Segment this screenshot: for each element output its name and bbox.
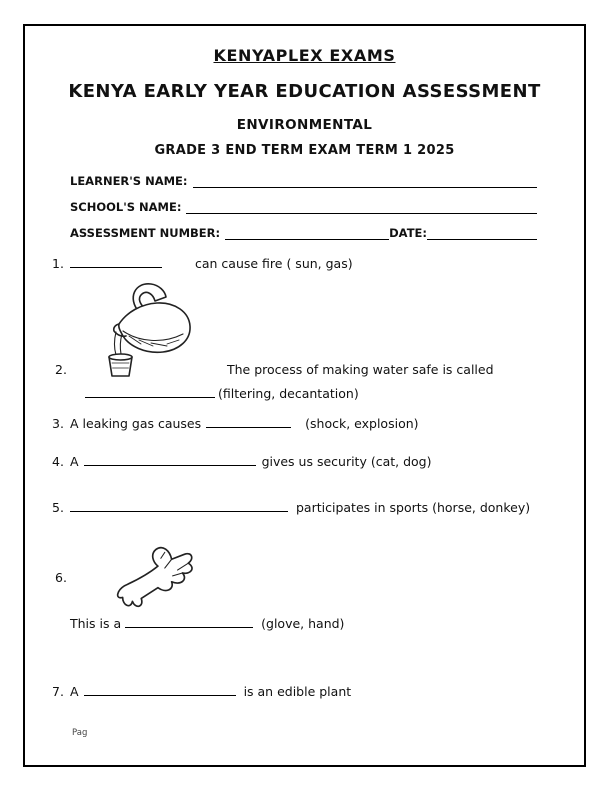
question-4 [52, 452, 431, 470]
exam-grade-term-line: GRADE 3 END TERM EXAM TERM 1 2025 [154, 143, 455, 158]
question-5-answer-blank [70, 498, 288, 512]
question-3-number: 3. [52, 416, 64, 431]
question-2-answer-blank [85, 384, 215, 398]
question-3-answer-blank [206, 414, 291, 428]
question-2-prompt: The process of making water safe is called [227, 362, 494, 377]
learner-name-label: LEARNER'S NAME: [70, 174, 188, 188]
school-name-label: SCHOOL'S NAME: [70, 200, 182, 214]
question-4-answer-blank [84, 452, 256, 466]
question-6-answer-blank [125, 614, 253, 628]
learner-name-row [70, 174, 537, 188]
question-6-options: (glove, hand) [261, 616, 345, 631]
school-name-row [70, 200, 537, 214]
question-7-answer-blank [84, 682, 236, 696]
question-6-number [55, 570, 67, 586]
exam-board-title: KENYAPLEX EXAMS [213, 46, 396, 65]
question-2-options: (filtering, decantation) [218, 386, 359, 401]
question-2-number [55, 362, 67, 378]
question-2-number-text: 2. [55, 362, 67, 377]
page-footer: Pag [72, 728, 88, 738]
question-6-number-text: 6. [55, 570, 67, 585]
jug-pouring-water-icon [83, 278, 205, 378]
learner-name-line [193, 185, 537, 188]
question-7 [52, 682, 351, 700]
assessment-number-line [225, 237, 389, 240]
question-4-prefix: A [70, 454, 79, 469]
question-7-number: 7. [52, 684, 64, 699]
question-3-options: (shock, explosion) [305, 416, 419, 431]
question-1 [52, 254, 353, 272]
question-1-text: can cause fire ( sun, gas) [195, 256, 353, 271]
question-2-answer-row [85, 384, 215, 402]
glove-icon [105, 528, 203, 614]
question-6-text: This is a [70, 616, 122, 631]
question-3 [52, 414, 419, 432]
question-7-text: is an edible plant [243, 684, 352, 699]
exam-subject: ENVIRONMENTAL [236, 117, 373, 133]
question-7-prefix: A [70, 684, 79, 699]
date-label: DATE: [389, 226, 427, 240]
question-5-number: 5. [52, 500, 64, 515]
question-6 [70, 614, 344, 632]
date-line [427, 237, 537, 240]
question-1-answer-blank [70, 254, 162, 268]
assessment-number-label: ASSESSMENT NUMBER: [70, 226, 221, 240]
exam-page [23, 24, 586, 767]
glove-illustration [105, 528, 203, 614]
question-1-number: 1. [52, 256, 64, 271]
question-5 [52, 498, 530, 516]
question-4-number: 4. [52, 454, 64, 469]
jug-pouring-water-illustration [83, 278, 205, 378]
assessment-number-row [70, 226, 537, 240]
exam-subtitle: KENYA EARLY YEAR EDUCATION ASSESSMENT [68, 81, 541, 102]
school-name-line [186, 211, 537, 214]
question-3-text: A leaking gas causes [70, 416, 202, 431]
question-5-text: participates in sports (horse, donkey) [296, 500, 531, 515]
question-4-text: gives us security (cat, dog) [261, 454, 432, 469]
